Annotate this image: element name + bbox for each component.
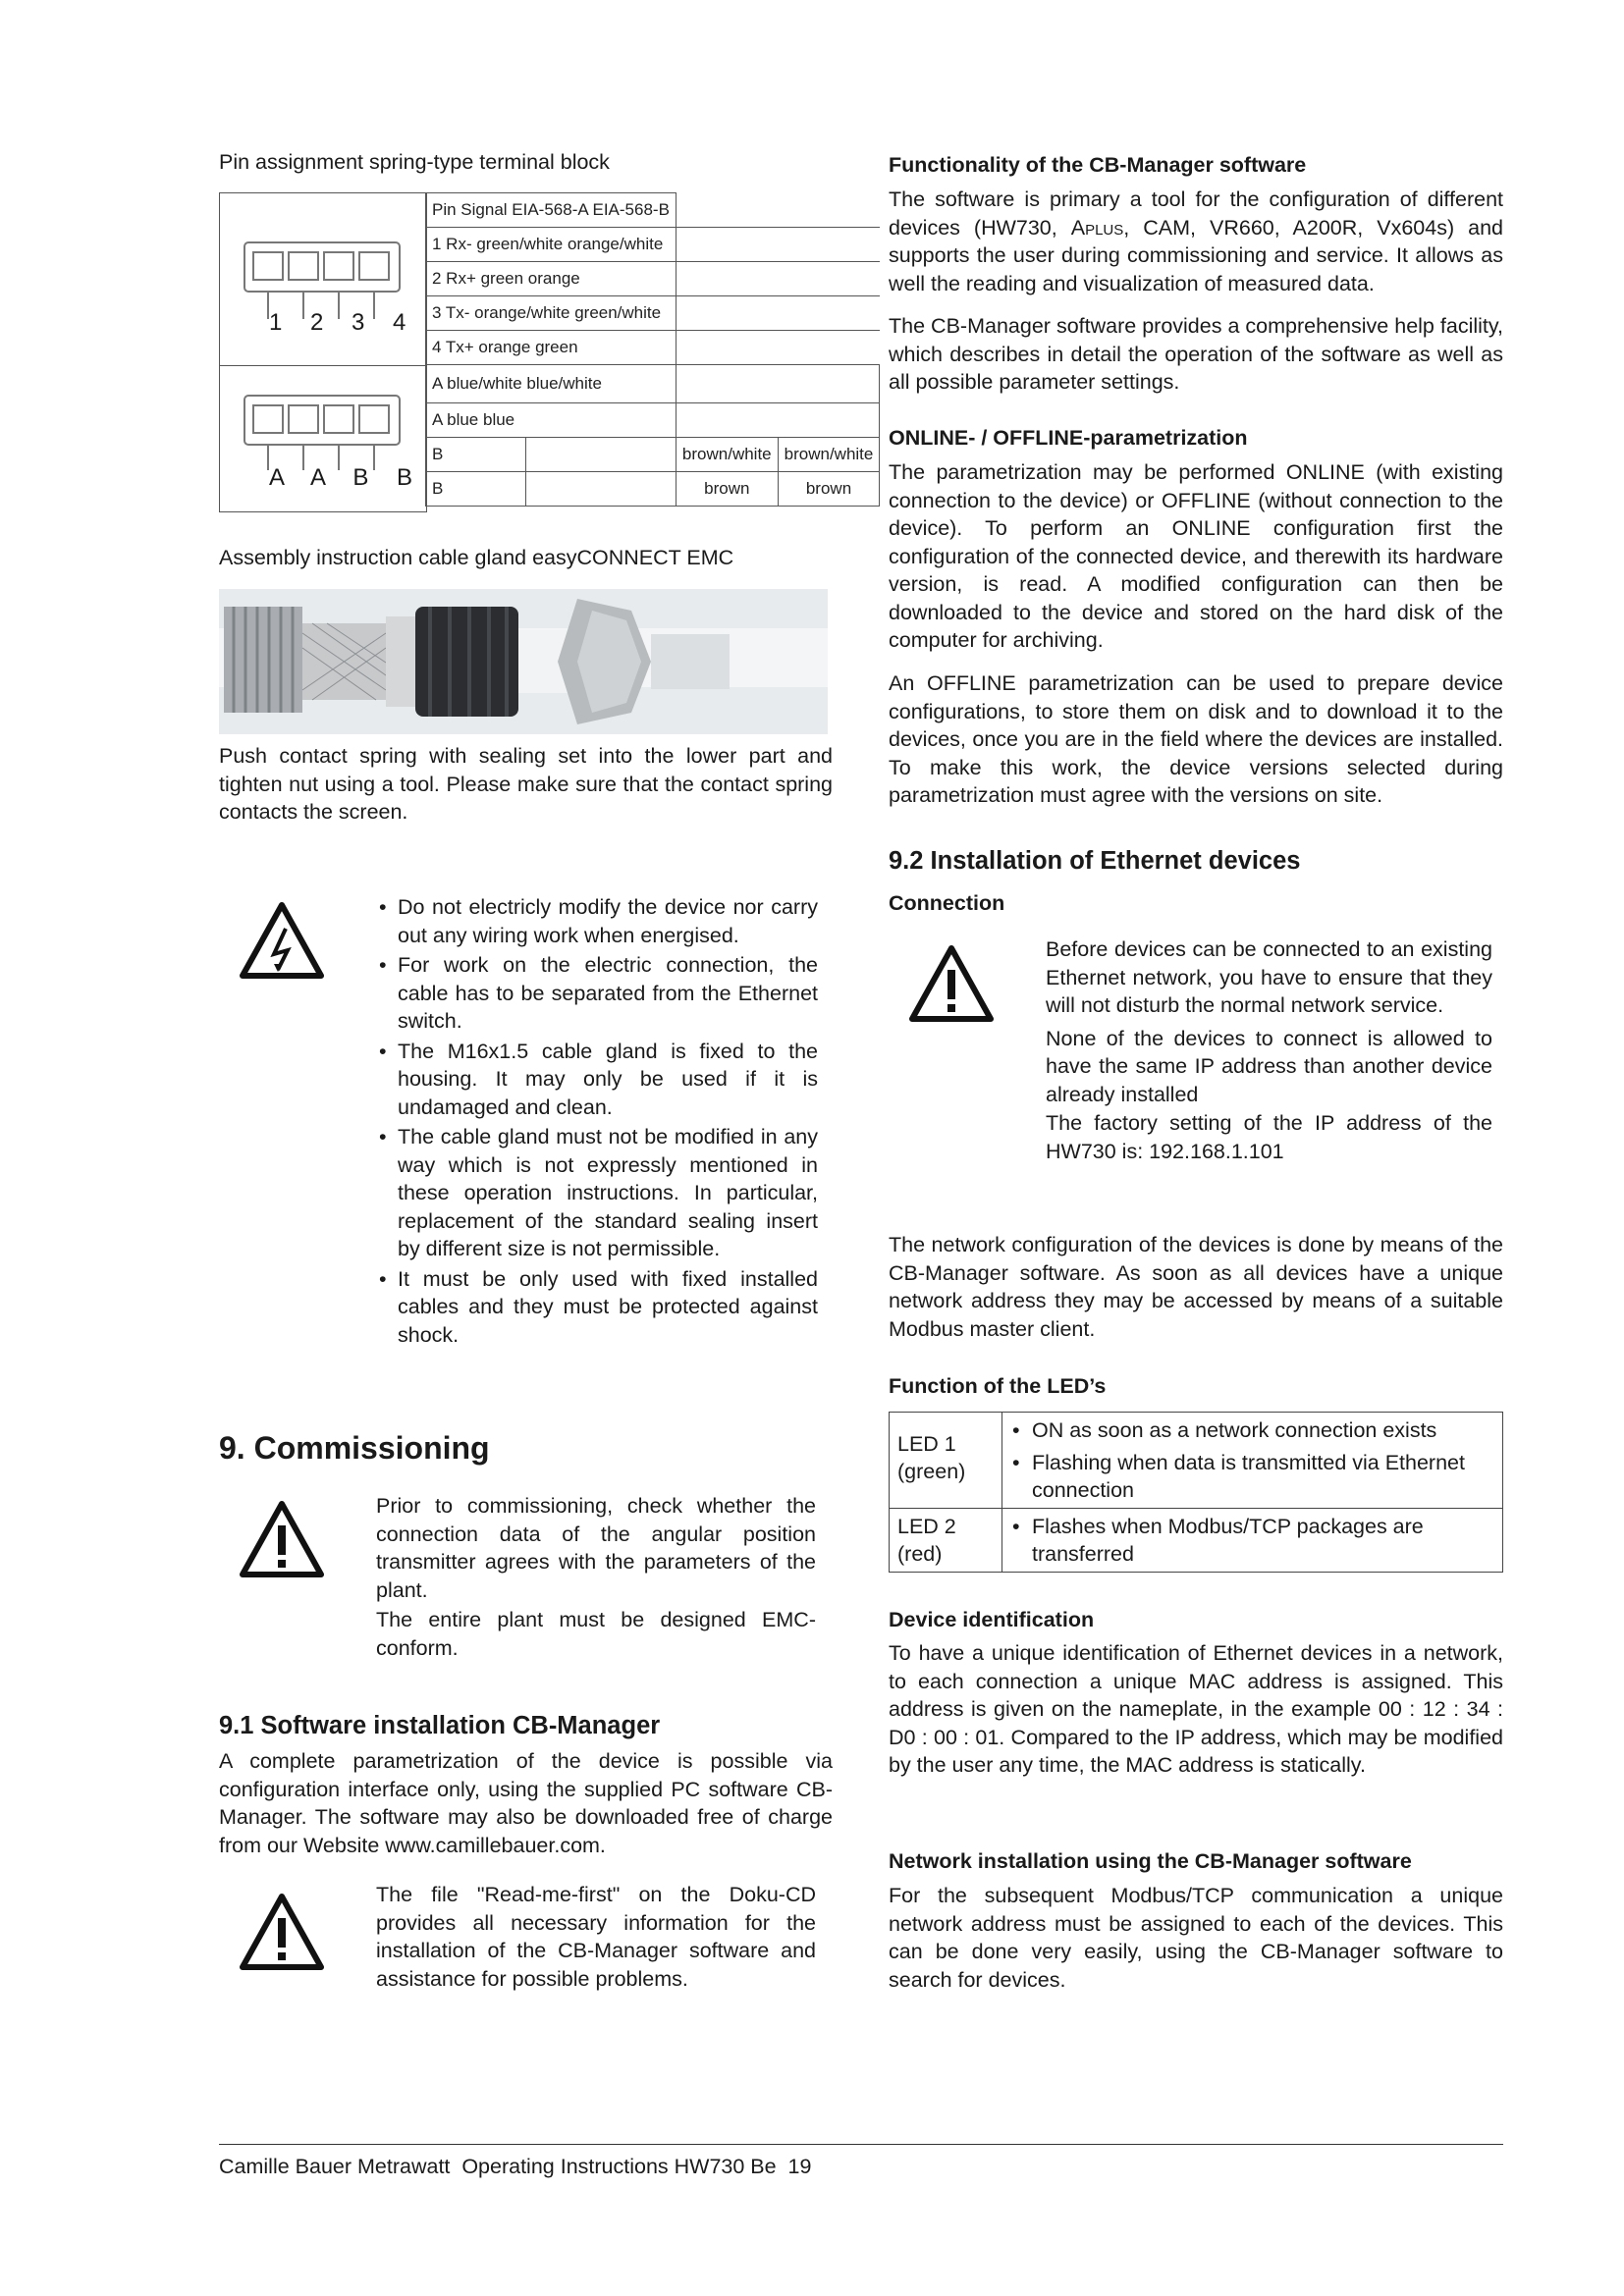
functionality-heading: Functionality of the CB-Manager software (889, 153, 1307, 177)
commissioning-text: Prior to commissioning, check whether the connection data of the angular position transmitter agrees with the parameters of the plant. (376, 1494, 816, 1602)
table-row: 2 Rx+ green orange (426, 261, 880, 295)
terminal-image-top (219, 192, 427, 367)
list-item: • It must be only used with fixed installed cables and they must be protected against shock. (376, 1265, 818, 1350)
table-row (890, 1413, 1503, 1509)
device-id-text: To have a unique identification of Ethernet devices in a network, to each connection a unique MAC address is assigned. This address is given on the nameplate, in the example 00 : 12 : 34 : D0 : 00 : 01. Compared to the IP address, which may be modified by the user any time, the MAC address is statically. (889, 1641, 1503, 1777)
network-install-text: For the subsequent Modbus/TCP communication a unique network address must be assigned to each of the devices. This can be done very easily, using the CB-Manager software to search for devices. (889, 1884, 1503, 1992)
table-row: 4 Tx+ orange green (426, 330, 880, 364)
connection-heading: Connection (889, 891, 1005, 915)
ethernet-install-heading: 9.2 Installation of Ethernet devices (889, 847, 1301, 875)
offline-text: An OFFLINE parametrization can be used to prepare device configurations, to store them on disk and to download it to the devices, once you are in the field where the devices are installed. To make this work, the device versions selected during parametrization must agree with the versions on site. (889, 671, 1503, 807)
warning-icon (908, 944, 995, 1028)
online-text: The parametrization may be performed ONLINE (with existing connection to the device) or OFFLINE (without connection to the device). To perform an ONLINE configuration first the configuration of the connected device, and therewith its hardware version, is read. A modified configuration can then be downloaded to the device and stored on the hard disk of the computer for archiving. (889, 460, 1503, 652)
led2-name: LED 2 (red) (890, 1509, 1002, 1573)
table-row: Pin Signal EIA-568-A EIA-568-B (426, 193, 880, 228)
list-item: • Do not electricly modify the device nor carry out any wiring work when energised. (376, 893, 818, 949)
table-row (890, 1509, 1503, 1573)
software-install-heading: 9.1 Software installation CB-Manager (219, 1712, 661, 1739)
network-config-text: The network configuration of the devices is done by means of the CB-Manager software. As soon as all devices have a unique network address they may be accessed by means of a suitable Modbus master client. (889, 1233, 1503, 1341)
led1-name: LED 1 (green) (890, 1413, 1002, 1509)
safety-bullet-list (376, 893, 818, 1351)
footer-text: Camille Bauer Metrawatt Operating Instructions HW730 Be 19 (219, 2155, 812, 2178)
footer-rule (219, 2144, 1503, 2145)
terminal-letters: A A B B (269, 464, 424, 491)
table-row: B brown brown (426, 471, 880, 506)
electric-warning-icon (239, 901, 325, 985)
help-facility-text: The CB-Manager software provides a comprehensive help facility, which describes in detail the operation of the software as well as all possible parameter settings. (889, 314, 1503, 394)
commissioning-heading: 9. Commissioning (219, 1430, 490, 1466)
software-install-text: A complete parametrization of the device is possible via configuration interface only, using the supplied PC software CB-Manager. The software may also be downloaded free of charge from our Website www.camillebauer.com. (219, 1749, 833, 1857)
table-row: A blue blue (426, 402, 880, 437)
network-install-heading: Network installation using the CB-Manager software (889, 1849, 1412, 1873)
device-id-heading: Device identification (889, 1608, 1095, 1631)
led-function-heading: Function of the LED’s (889, 1374, 1107, 1398)
connection-warning-text: Before devices can be connected to an existing Ethernet network, you have to ensure that they will not disturb the normal network service. (1046, 937, 1492, 1017)
warning-icon (239, 1893, 325, 1976)
table-row: B brown/white brown/white (426, 437, 880, 471)
ip-conflict-text: None of the devices to connect is allowed to have the same IP address than another device already installed (1046, 1026, 1492, 1106)
list-item: • For work on the electric connection, the cable has to be separated from the Ethernet switch. (376, 951, 818, 1036)
pin-assignment-table (425, 192, 880, 507)
functionality-text: The software is primary a tool for the configuration of different devices (HW730, Aplus, CAM, VR660, A200R, Vx604s) and supports the user during commissioning and service. It allows as well the reading and visualization of measured data. (889, 187, 1503, 295)
led-table (889, 1412, 1503, 1573)
gland-text: Push contact spring with sealing set into the lower part and tighten nut using a tool. Please make sure that the contact spring contacts the screen. (219, 744, 833, 824)
table-row: A blue/white blue/white (426, 364, 880, 402)
list-item: • Flashing when data is transmitted via Ethernet connection (1010, 1449, 1494, 1504)
online-offline-heading: ONLINE- / OFFLINE-parametrization (889, 426, 1248, 450)
cable-gland-photo (219, 589, 828, 734)
terminal-numbers: 1 2 3 4 (269, 309, 417, 336)
gland-caption: Assembly instruction cable gland easyCONNECT EMC (219, 546, 734, 569)
list-item: • The cable gland must not be modified in any way which is not expressly mentioned in these operation instructions. In particular, replacement of the standard sealing insert by different size is not permissible. (376, 1123, 818, 1263)
emc-text: The entire plant must be designed EMC-conform. (376, 1608, 816, 1660)
warning-icon (239, 1500, 325, 1583)
cable-gland-icon (219, 589, 828, 734)
list-item: • The M16x1.5 cable gland is fixed to the housing. It may only be used if it is undamaged and clean. (376, 1038, 818, 1122)
list-item: • Flashes when Modbus/TCP packages are transferred (1010, 1513, 1494, 1568)
factory-ip-text: The factory setting of the IP address of the HW730 is: 192.168.1.101 (1046, 1111, 1492, 1163)
terminal-block-icon (220, 193, 426, 366)
list-item: • ON as soon as a network connection exists (1010, 1416, 1494, 1444)
readme-warning-text: The file "Read-me-first" on the Doku-CD provides all necessary information for the installation of the CB-Manager software and assistance for possible problems. (376, 1883, 816, 1991)
terminal-image-bottom (219, 365, 427, 512)
table-row: 1 Rx- green/white orange/white (426, 227, 880, 261)
pin-caption: Pin assignment spring-type terminal block (219, 150, 610, 174)
table-row: 3 Tx- orange/white green/white (426, 295, 880, 330)
